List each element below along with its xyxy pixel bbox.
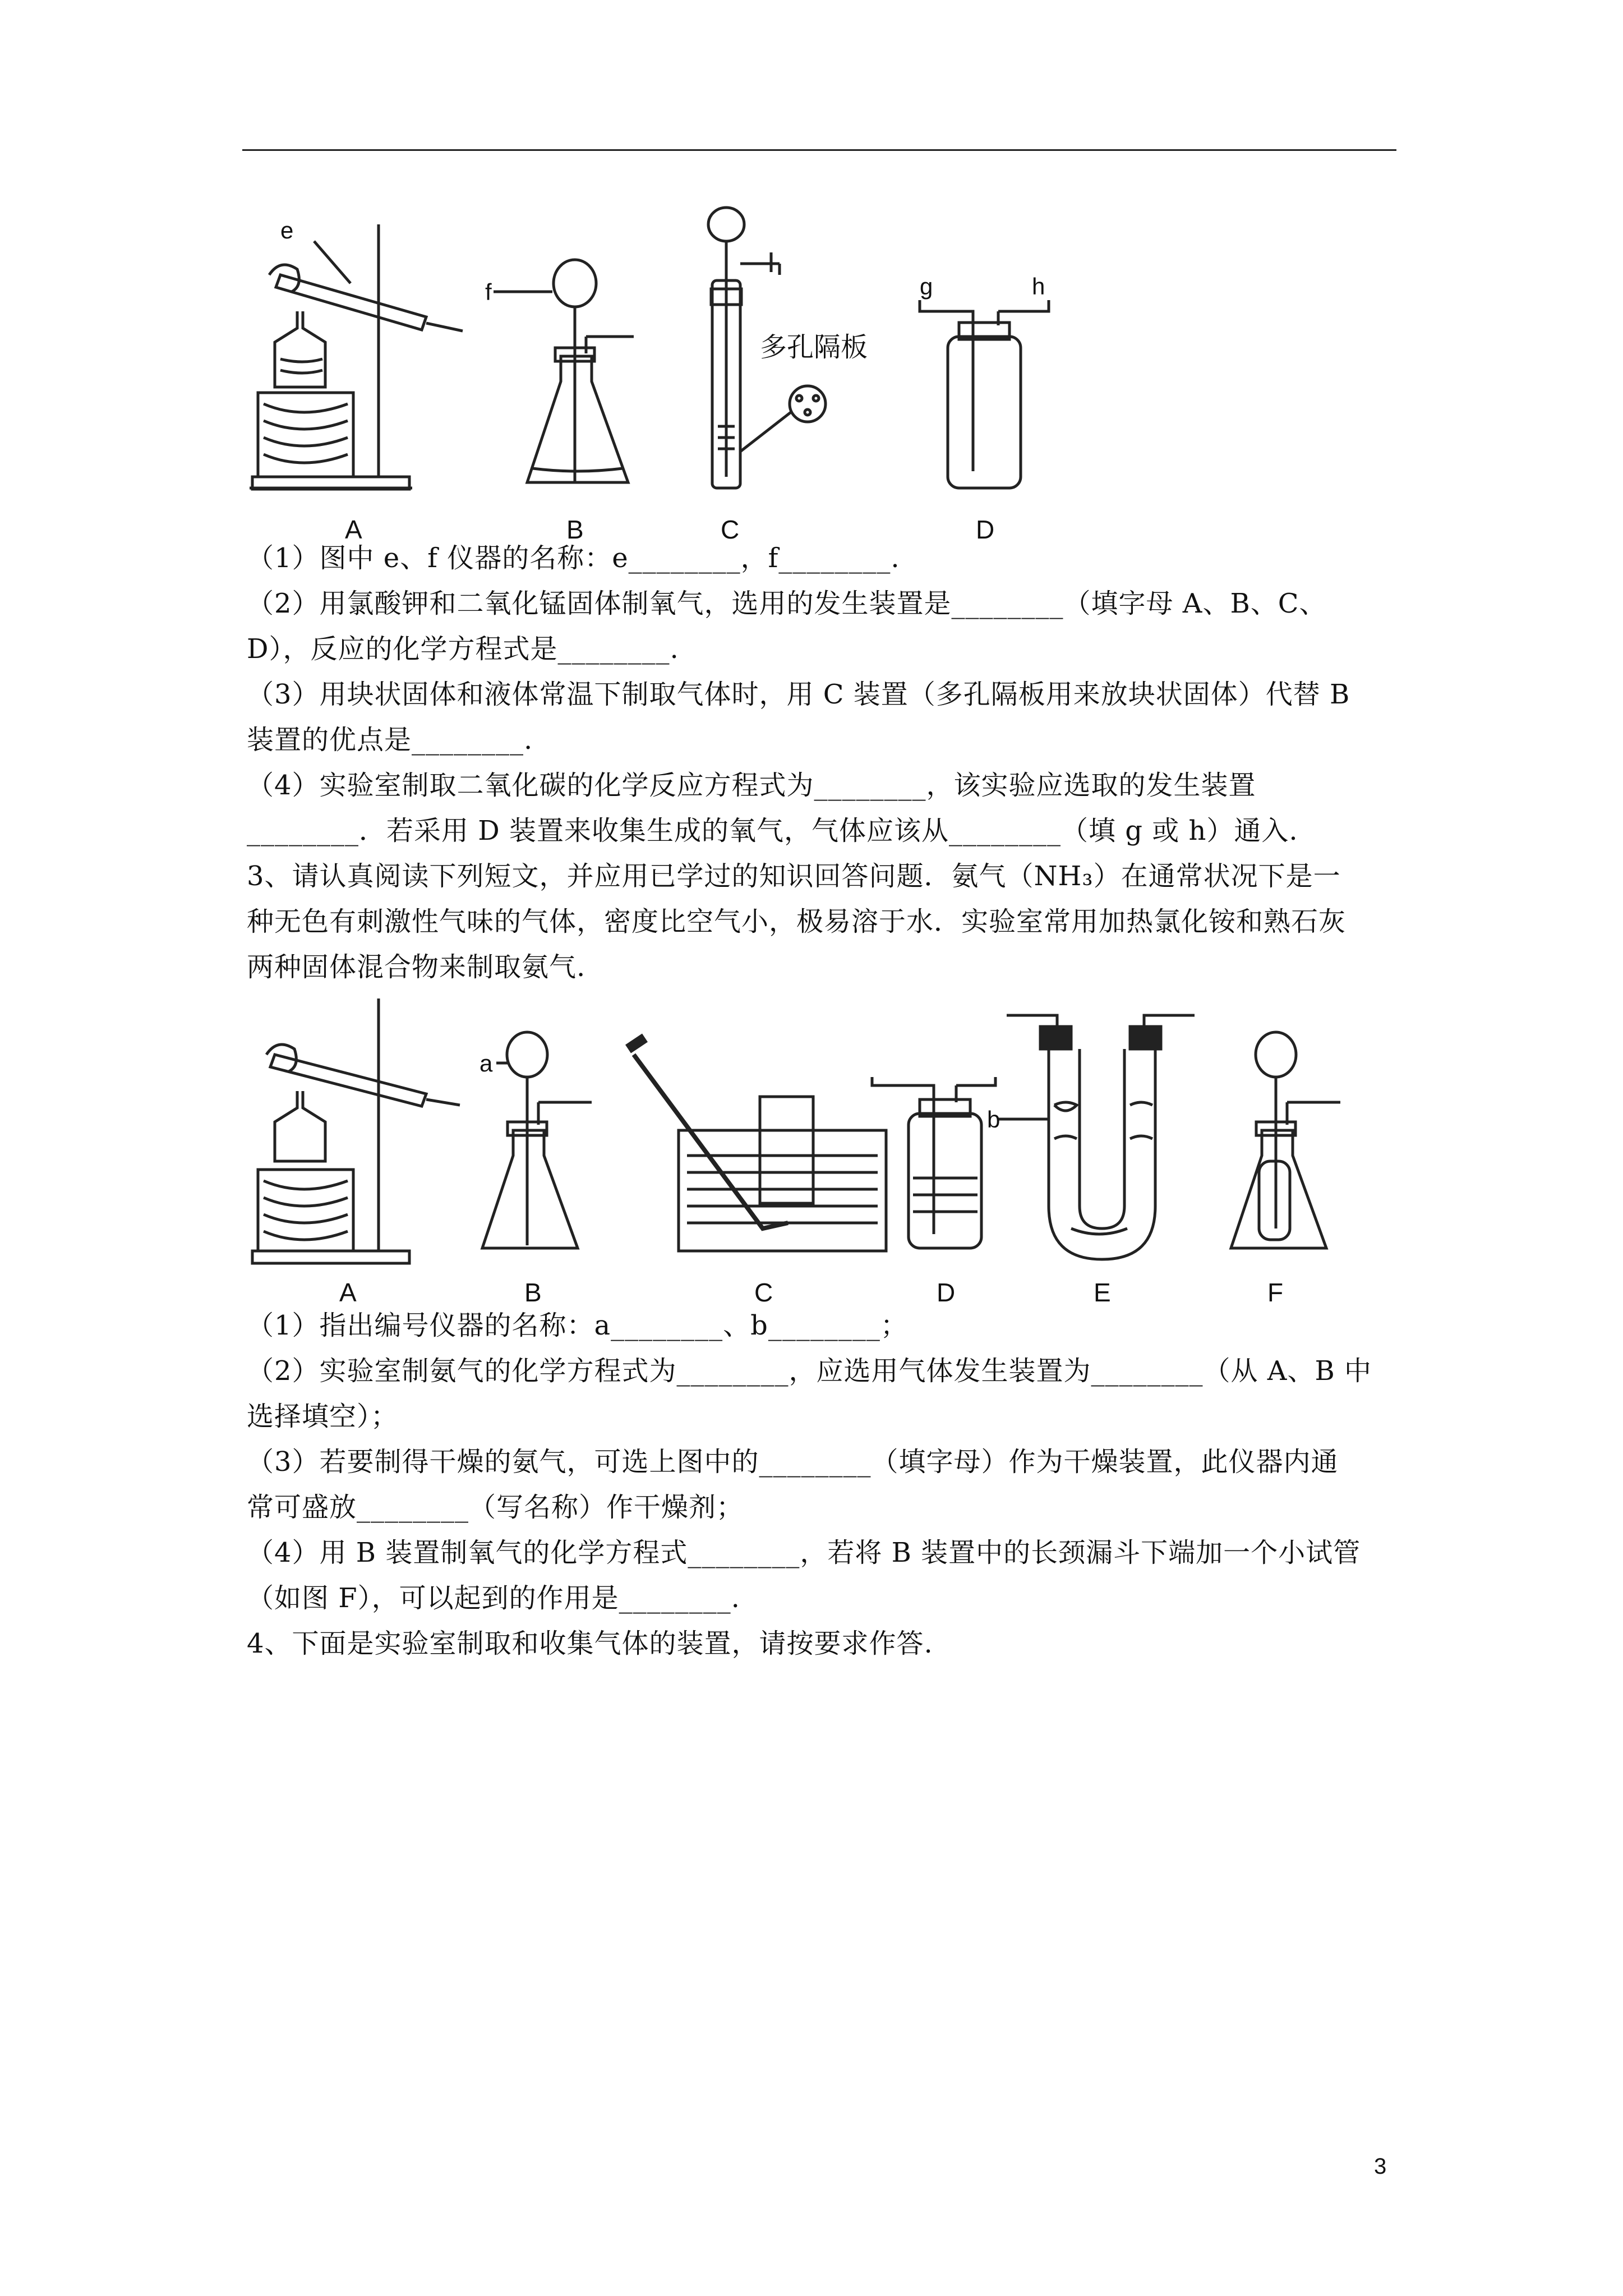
fig2-label-a: a [479, 1050, 493, 1076]
label-B: B [566, 515, 584, 544]
q3-line-6: （4）用 B 装置制氧气的化学方程式________，若将 B 装置中的长颈漏斗下端加一个小试管 [247, 1537, 1361, 1568]
q3-intro-2: 种无色有刺激性气味的气体，密度比空气小，极易溶于水．实验室常用加热氯化铵和熟石灰 [247, 906, 1347, 937]
q2-line-7: ________．若采用 D 装置来收集生成的氧气，气体应该从________（填 g 或 h）通入. [247, 815, 1298, 846]
q3-intro-1: 3、请认真阅读下列短文，并应用已学过的知识回答问题．氨气（NH₃）在通常状况下是一 [247, 861, 1341, 892]
label-h: h [1032, 273, 1045, 300]
q2-line-2: （2）用氯酸钾和二氧化锰固体制氧气，选用的发生装置是________（填字母 A、B、C、 [247, 588, 1327, 619]
apparatus-C-tube [708, 208, 868, 544]
q3-line-1: （1）指出编号仪器的名称：a________、b________； [247, 1310, 908, 1341]
q4-intro: 4、下面是实验室制取和收集气体的装置，请按要求作答. [247, 1628, 933, 1659]
header-rule [242, 149, 1396, 151]
fig2-label-F: F [1267, 1278, 1284, 1307]
q3-line-4: （3）若要制得干燥的氨气，可选上图中的________（填字母）作为干燥装置，此仪器内通 [247, 1446, 1339, 1478]
apparatus2-F-flask [1231, 1032, 1340, 1307]
label-e: e [280, 217, 294, 243]
q3-line-5: 常可盛放________（写名称）作干燥剂； [247, 1492, 744, 1523]
apparatus2-C-trough [628, 1038, 886, 1307]
label-A: A [345, 515, 362, 544]
label-partition: 多孔隔板 [760, 333, 868, 362]
q2-line-6: （4）实验室制取二氧化碳的化学反应方程式为________，该实验应选取的发生装置 [247, 770, 1256, 801]
q2-line-1: （1）图中 e、f 仪器的名称：e________，f________. [247, 542, 900, 574]
q2-line-4: （3）用块状固体和液体常温下制取气体时，用 C 装置（多孔隔板用来放块状固体）代替 B [247, 679, 1350, 710]
apparatus2-D-bottle [872, 1077, 995, 1307]
fig2-label-C: C [754, 1278, 773, 1307]
label-g: g [920, 273, 933, 300]
fig2-label-A: A [339, 1278, 357, 1307]
apparatus2-E-utube [987, 1015, 1195, 1307]
apparatus-D-bottle [920, 273, 1049, 544]
page-number: 3 [1374, 2154, 1387, 2179]
q3-line-7: （如图 F），可以起到的作用是________. [247, 1582, 740, 1614]
fig2-label-B: B [524, 1278, 542, 1307]
q3-intro-3: 两种固体混合物来制取氨气. [247, 951, 586, 983]
label-C: C [721, 515, 740, 544]
q2-line-5: 装置的优点是________. [247, 724, 533, 756]
fig2-label-E: E [1094, 1278, 1111, 1307]
q2-line-3: D），反应的化学方程式是________. [247, 633, 679, 665]
apparatus2-B-flask [479, 1032, 592, 1307]
apparatus-B-flask [485, 260, 634, 544]
label-D: D [976, 515, 995, 544]
q3-line-2: （2）实验室制氨气的化学方程式为________，应选用气体发生装置为________（从 A、B 中 [247, 1355, 1372, 1387]
figure-apparatus-2 [241, 993, 1363, 1318]
figure-apparatus-1 [241, 191, 1195, 550]
apparatus-A-heating [250, 217, 463, 544]
apparatus2-A-heating [252, 999, 460, 1307]
fig2-label-b: b [987, 1106, 1000, 1133]
fig2-label-D: D [937, 1278, 956, 1307]
label-f: f [485, 279, 492, 305]
q3-line-3: 选择填空）； [247, 1401, 399, 1432]
